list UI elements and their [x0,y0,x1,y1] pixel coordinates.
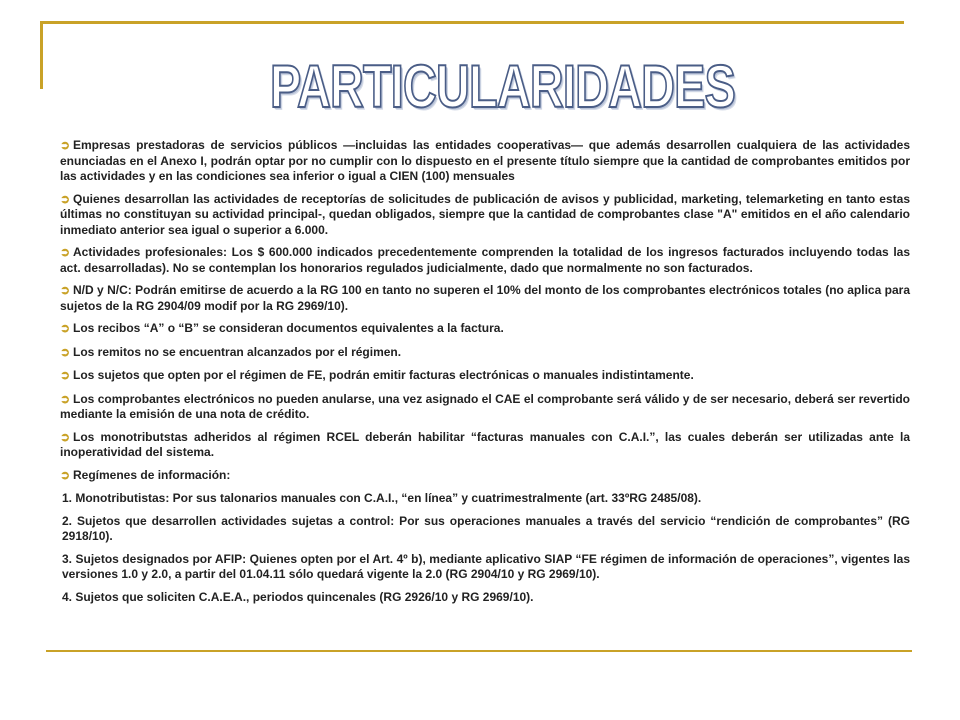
top-rule [40,21,904,24]
sub-list-item: 1. Monotributistas: Por sus talonarios manuales con C.A.I., “en línea” y cuatrimestralmente (art. 33ºRG 2485/08). [62,491,702,505]
arrow-circle-right-icon: ➲ [60,283,71,297]
list-item [60,138,910,185]
bottom-rule [46,650,912,652]
list-item [60,430,910,461]
list-item [60,321,910,337]
arrow-circle-right-icon: ➲ [60,391,71,406]
list-item-text: Los remitos no se encuentran alcanzados por el régimen. [73,344,402,359]
content-body [60,138,910,612]
sub-list-item: 4. Sujetos que soliciten C.A.E.A., periodos quincenales (RG 2926/10 y RG 2969/10). [62,589,534,604]
arrow-circle-right-icon: ➲ [60,245,71,259]
list-item-text: Los recibos “A” o “B” se consideran documentos equivalentes a la factura. [73,321,504,335]
arrow-circle-right-icon: ➲ [60,321,71,335]
sub-list-item: 2. Sujetos que desarrollen actividades sujetas a control: Por sus operaciones manuales a través del servicio “rendición de comprobantes” (RG 2918/10). [62,513,910,543]
list-item-text: Los comprobantes electrónicos no pueden anularse, una vez asignado el CAE el comprobante será válido y de ser necesario, deberá ser revertido mediante la emisión de una nota de crédito. [60,391,910,421]
list-item-text: Los sujetos que opten por el régimen de FE, podrán emitir facturas electrónicas o manuales indistintamente. [73,368,694,382]
arrow-circle-right-icon: ➲ [60,368,71,382]
page-title: PARTICULARIDADES [270,53,736,120]
list-item [60,192,910,239]
list-item [60,283,910,314]
sub-list-item: 3. Sujetos designados por AFIP: Quienes opten por el Art. 4º b), mediante aplicativo SIAP “FE régimen de información de operaciones”, vigentes las versiones 1.0 y 2.0, a partir del 01.04.11 sólo quedará vigente la 2.0 (RG 2904/10 y RG 2969/10). [62,551,910,581]
arrow-circle-right-icon: ➲ [60,138,71,152]
list-item [60,392,910,423]
list-item [60,368,910,384]
list-item-text: Quienes desarrollan las actividades de receptorías de solicitudes de publicación de avisos y publicidad, marketing, telemarketing en tanto estas últimas no constituyan su actividad principal-, quedan obligados, siempre que la cantidad de comprobantes clase "A" emitidos en el año calendario inmediato anterior sea igual o superior a 6.000. [60,191,910,237]
list-item-text: Empresas prestadoras de servicios públicos —incluidas las entidades cooperativas— que además desarrollen cualquiera de las actividades enunciadas en el Anexo I, podrán optar por no cumplir con lo dispuesto en el presente título siempre que la cantidad de comprobantes emitidos por las actividades y en las condiciones sea inferior o igual a CIEN (100) mensuales [60,138,910,183]
list-item [60,468,910,484]
list-item-text: Actividades profesionales: Los $ 600.000 indicados precedentemente comprenden la totalidad de los ingresos facturados incluyendo todas las act. desarrolladas). No se contemplan los honorarios regulados judicialmente, dado que normalmente no son facturados. [60,245,910,275]
arrow-circle-right-icon: ➲ [60,467,71,482]
list-item [60,245,910,276]
left-rule [40,21,43,89]
list-item [60,345,910,361]
arrow-circle-right-icon: ➲ [60,344,71,359]
list-item-text: Regímenes de información: [73,467,231,482]
arrow-circle-right-icon: ➲ [60,191,71,206]
list-item-text: N/D y N/C: Podrán emitirse de acuerdo a la RG 100 en tanto no superen el 10% del monto de los comprobantes electrónicos totales (no aplica para sujetos de la RG 2904/09 modif por la RG 2969/10). [60,283,910,313]
arrow-circle-right-icon: ➲ [60,429,71,444]
list-item-text: Los monotributstas adheridos al régimen RCEL deberán habilitar “facturas manuales con C.A.I.”, las cuales deberán ser utilizadas ante la inoperatividad del sistema. [60,429,910,459]
